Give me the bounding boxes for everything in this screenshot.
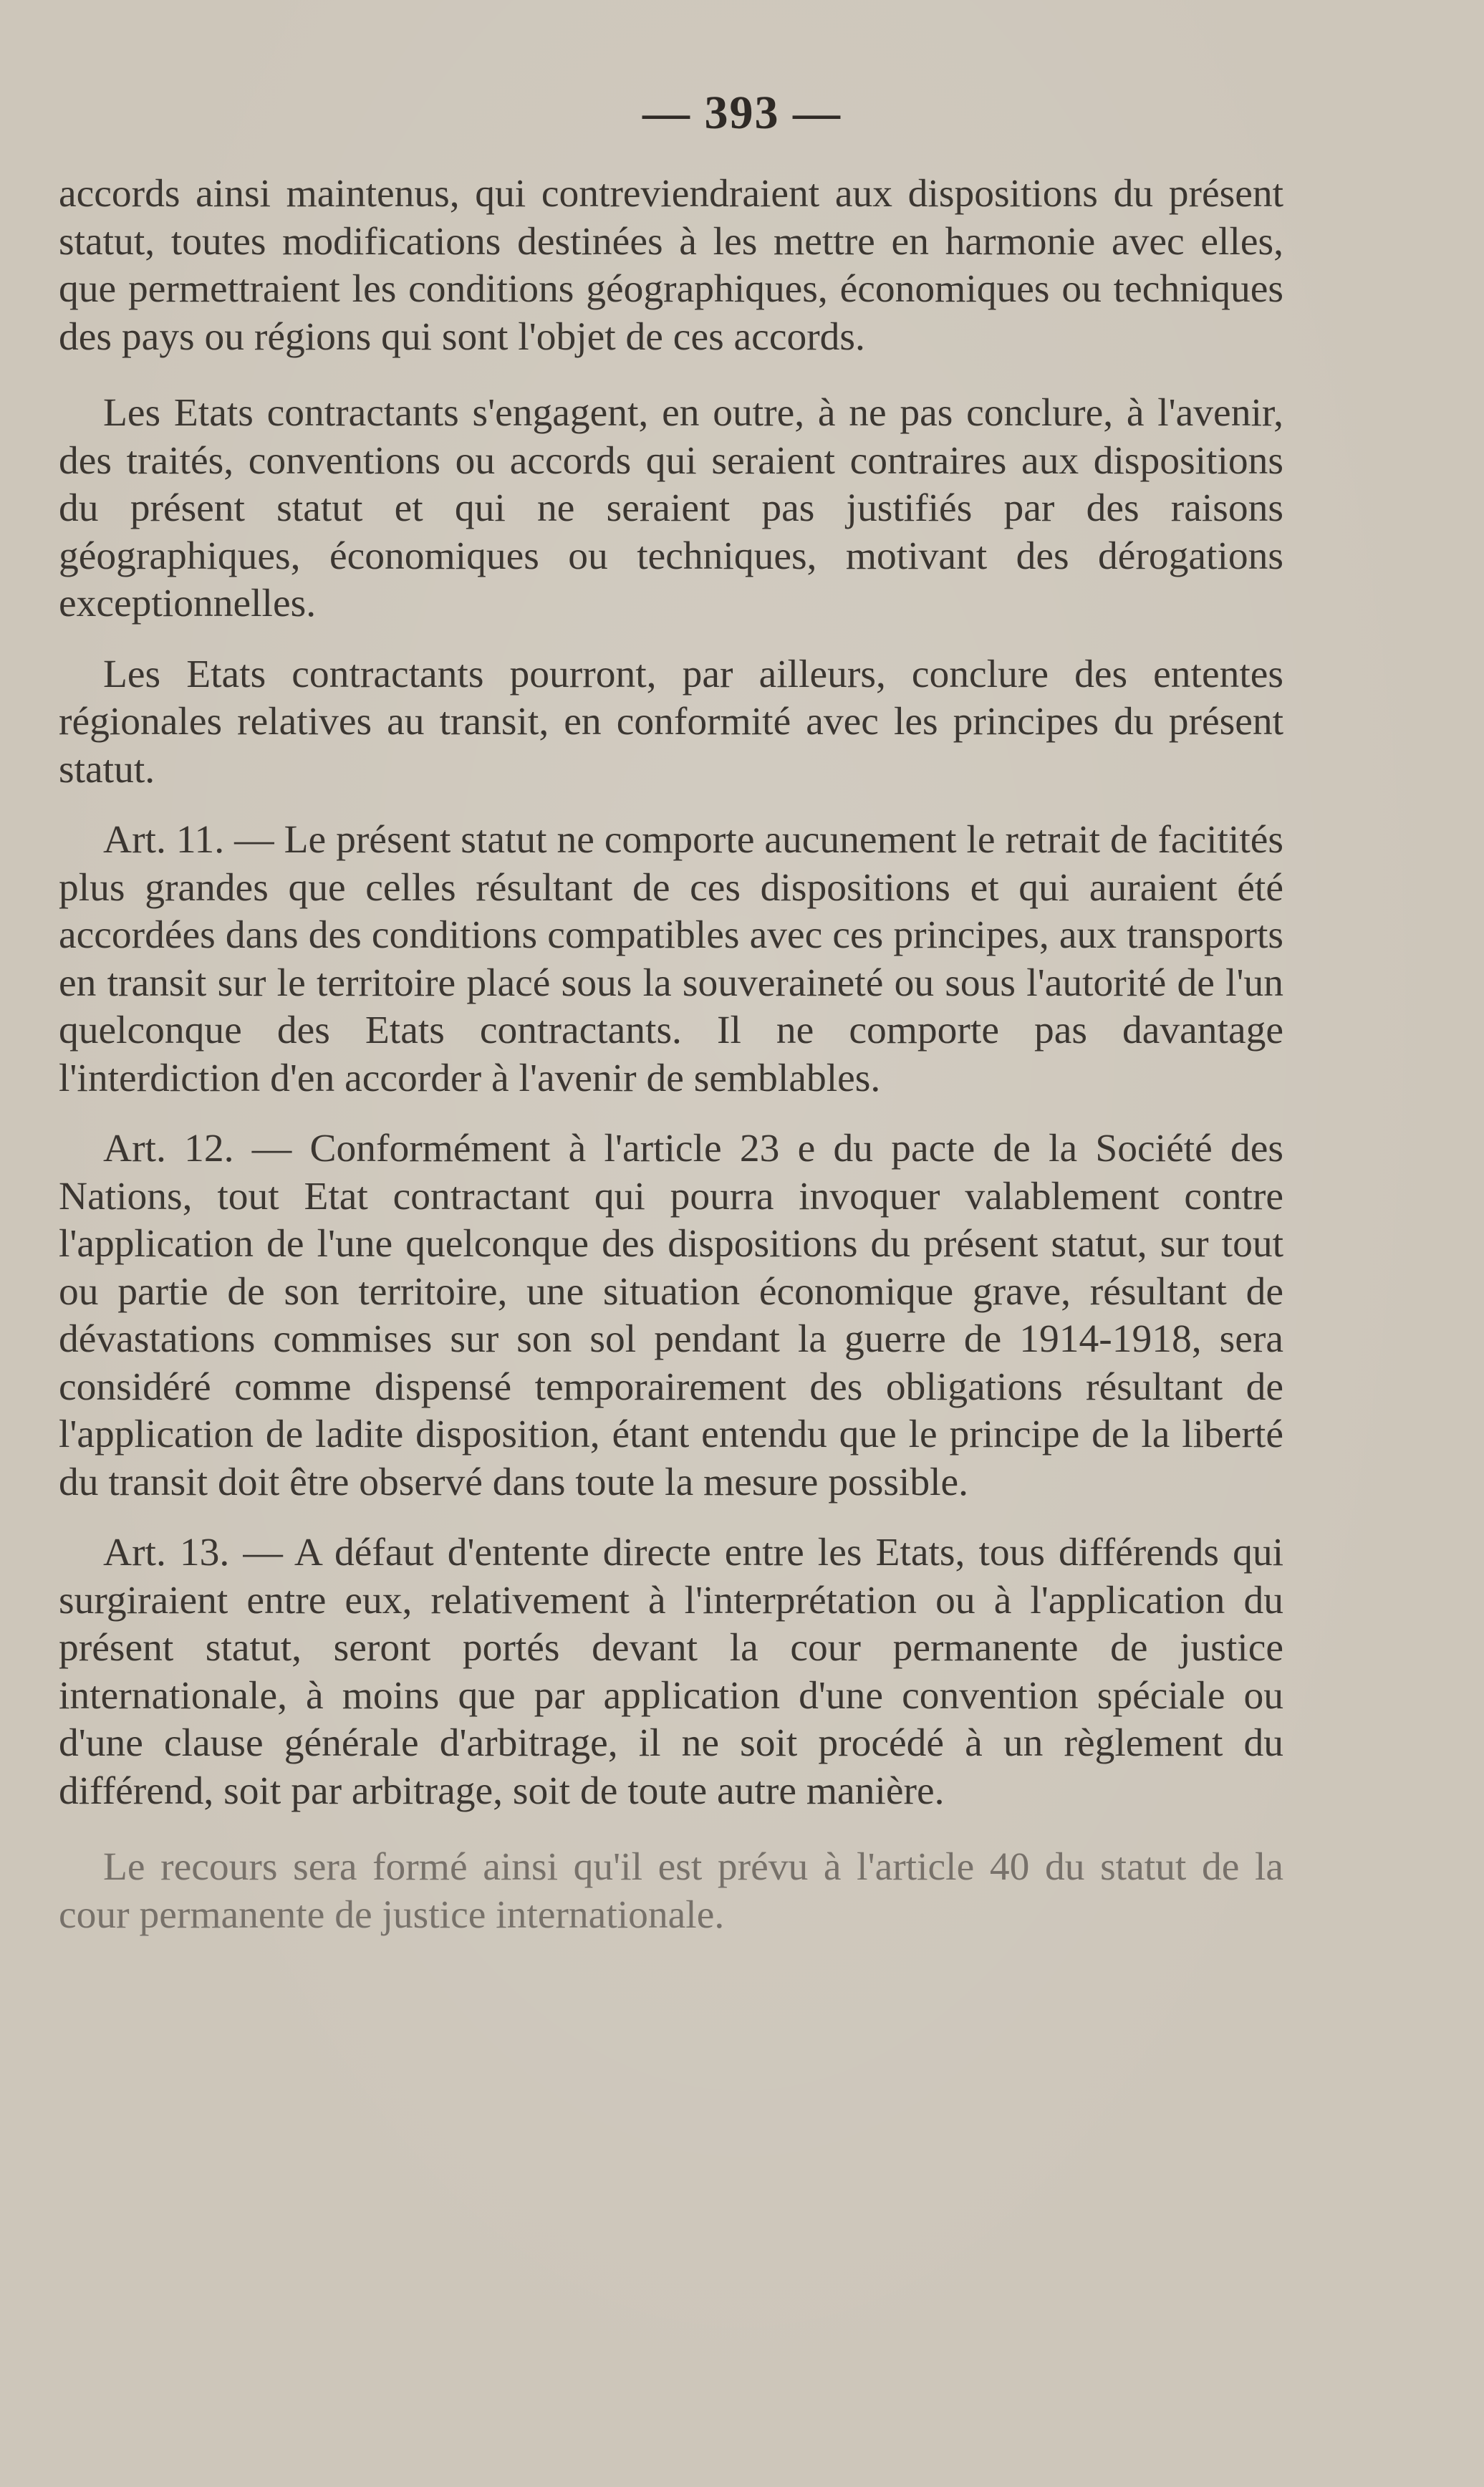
body-text (59, 170, 1283, 1939)
page-number: — 393 — (642, 87, 842, 139)
paragraph-engagement: Les Etats contractants s'engagent, en outre, à ne pas conclure, à l'avenir, des traités, conventions ou accords qui seraient contraires aux dispositions du présent statut et qui ne seraient pas justifiés par des raisons géographiques, économiques ou techniques, motivant des dérogations exceptionnelles. (59, 391, 1283, 625)
article-13: Art. 13. — A défaut d'entente directe entre les Etats, tous différends qui surgiraient entre eux, relativement à l'interprétation ou à l'application du présent statut, seront portés devant la cour permanente de justice internationale, à moins que par application d'une convention spéciale ou d'une clause générale d'arbitrage, il ne soit procédé à un règlement du différend, soit par arbitrage, soit de toute autre manière. (59, 1531, 1283, 1813)
paragraph-recours: Le recours sera formé ainsi qu'il est prévu à l'article 40 du statut de la cour permanente de justice internationale. (59, 1845, 1283, 1937)
article-11: Art. 11. — Le présent statut ne comporte aucunement le retrait de facitités plus grandes que celles résultant de ces dispositions et qui auraient été accordées dans des conditions compatibles avec ces principes, aux transports en transit sur le territoire placé sous la souveraineté ou sous l'autorité de l'un quelconque des Etats contractants. Il ne comporte pas davantage l'interdiction d'en accorder à l'avenir de semblables. (59, 818, 1283, 1100)
paragraph-regional-ententes: Les Etats contractants pourront, par ailleurs, conclure des ententes régionales relatives au transit, en conformité avec les principes du présent statut. (59, 652, 1283, 792)
article-12: Art. 12. — Conformément à l'article 23 e du pacte de la Société des Nations, tout Etat contractant qui pourra invoquer valablement contre l'application de l'une quelconque des dispositions du présent statut, sur tout ou partie de son territoire, une situation économique grave, résultant de dévastations commises sur son sol pendant la guerre de 1914-1918, sera considéré comme dispensé temporairement des obligations résultant de l'application de ladite disposition, étant entendu que le principe de la liberté du transit doit être observé dans toute la mesure possible. (59, 1127, 1283, 1504)
paragraph-continuation: accords ainsi maintenus, qui contreviendraient aux dispositions du présent statut, toutes modifications destinées à les mettre en harmonie avec elles, que permettraient les conditions géographiques, économiques ou techniques des pays ou régions qui sont l'objet de ces accords. (59, 172, 1283, 359)
